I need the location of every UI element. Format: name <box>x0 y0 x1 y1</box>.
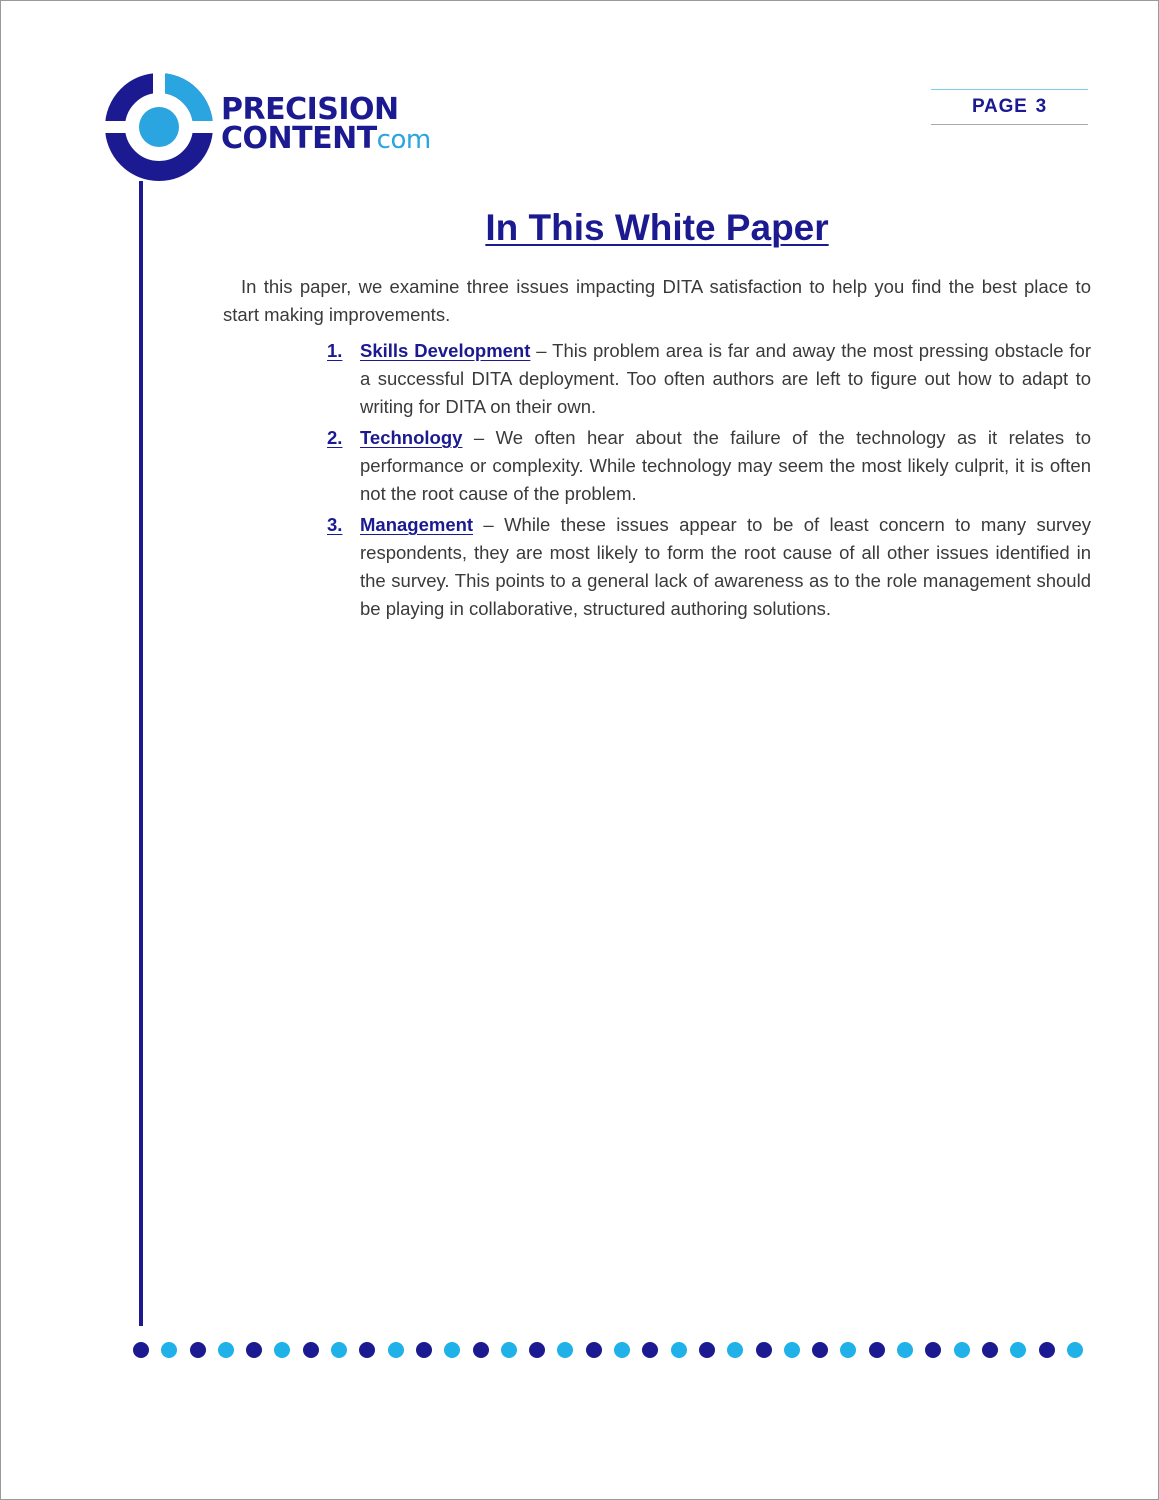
decorative-dot <box>840 1342 856 1358</box>
decorative-dot <box>671 1342 687 1358</box>
precision-content-logo[interactable] <box>105 73 450 185</box>
decorative-dot <box>557 1342 573 1358</box>
decorative-dot <box>642 1342 658 1358</box>
list-item <box>327 424 1091 508</box>
decorative-dot <box>388 1342 404 1358</box>
decorative-dot <box>812 1342 828 1358</box>
decorative-dot <box>784 1342 800 1358</box>
decorative-dot <box>727 1342 743 1358</box>
logo-line1: PRECISION <box>221 92 399 127</box>
list-item-number: 1. <box>327 340 343 361</box>
list-item <box>327 511 1091 623</box>
list-item <box>327 337 1091 421</box>
decorative-dot <box>699 1342 715 1358</box>
decorative-dot <box>359 1342 375 1358</box>
decorative-dot <box>133 1342 149 1358</box>
decorative-dot <box>586 1342 602 1358</box>
logo-wordmark <box>221 92 431 157</box>
page-number-badge <box>931 89 1088 125</box>
list-item-number: 3. <box>327 514 343 535</box>
margin-rule <box>139 181 143 1326</box>
decorative-dot <box>897 1342 913 1358</box>
page-label: PAGE <box>971 96 1028 117</box>
decorative-dot <box>954 1342 970 1358</box>
decorative-dot <box>1010 1342 1026 1358</box>
decorative-dot <box>982 1342 998 1358</box>
decorative-dot <box>501 1342 517 1358</box>
management-link[interactable]: Management <box>360 514 474 535</box>
decorative-dot-row <box>133 1341 1093 1359</box>
list-item-number: 2. <box>327 427 343 448</box>
decorative-dot <box>161 1342 177 1358</box>
decorative-dot <box>1067 1342 1083 1358</box>
decorative-dot <box>416 1342 432 1358</box>
technology-link[interactable]: Technology <box>360 427 463 448</box>
decorative-dot <box>925 1342 941 1358</box>
decorative-dot <box>303 1342 319 1358</box>
page-title: In This White Paper <box>485 207 829 248</box>
logo-suffix: com <box>376 125 431 155</box>
decorative-dot <box>869 1342 885 1358</box>
intro-paragraph: In this paper, we examine three issues impacting DITA satisfaction to help you find the best place to start making improvements. <box>223 276 1091 325</box>
decorative-dot <box>274 1342 290 1358</box>
decorative-dot <box>246 1342 262 1358</box>
decorative-dot <box>614 1342 630 1358</box>
logo-line2: CONTENT <box>221 121 377 156</box>
list-item-text: – This problem area is far and away the most pressing obstacle for a successful DITA deployment. Too often authors are left to figure out how to adapt to writing for DITA on their own. <box>360 340 1091 417</box>
page-number: 3 <box>1035 96 1047 117</box>
logo-target-icon <box>105 73 217 185</box>
skills-development-link[interactable]: Skills Development <box>360 340 531 361</box>
decorative-dot <box>218 1342 234 1358</box>
decorative-dot <box>444 1342 460 1358</box>
decorative-dot <box>1039 1342 1055 1358</box>
decorative-dot <box>756 1342 772 1358</box>
list-item-text: – While these issues appear to be of least concern to many survey respondents, they are most likely to form the root cause of all other issues identified in the survey. This points to a general lack of awareness as to the role management should be playing in collaborative, structured authoring solutions. <box>360 514 1091 619</box>
list-item-text: – We often hear about the failure of the technology as it relates to performance or complexity. While technology may seem the most likely culprit, it is often not the root cause of the problem. <box>360 427 1091 504</box>
issues-list <box>327 337 1091 626</box>
decorative-dot <box>529 1342 545 1358</box>
decorative-dot <box>473 1342 489 1358</box>
decorative-dot <box>331 1342 347 1358</box>
decorative-dot <box>190 1342 206 1358</box>
